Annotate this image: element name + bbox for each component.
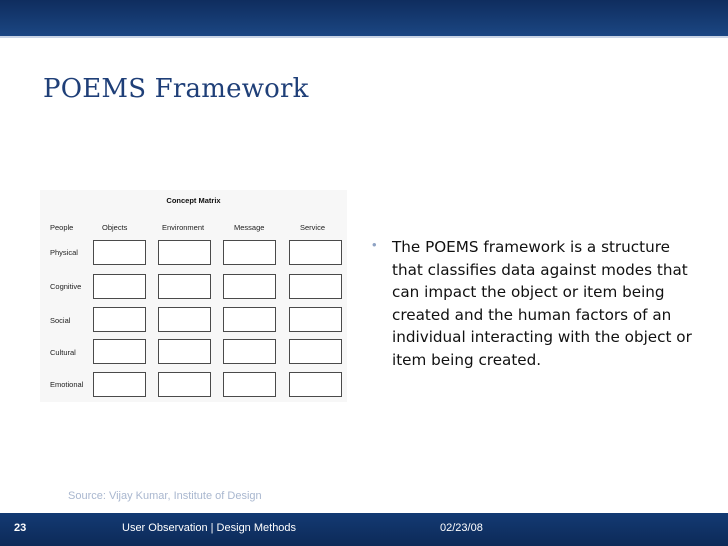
- bullet-text: The POEMS framework is a structure that classifies data against modes that can impact the object or item being created and the human factors of an individual interacting with the object or item being created.: [392, 238, 692, 369]
- matrix-cell: [289, 339, 342, 364]
- matrix-cell: [223, 339, 276, 364]
- bullet-list: [372, 236, 692, 371]
- matrix-cell: [93, 307, 146, 332]
- matrix-cell: [158, 274, 211, 299]
- matrix-column-header: Objects: [102, 223, 128, 232]
- footer-title: User Observation | Design Methods: [122, 522, 297, 534]
- matrix-cell: [93, 372, 146, 397]
- matrix-cell: [158, 339, 211, 364]
- bullet-marker-icon: •: [372, 237, 377, 252]
- matrix-cell: [93, 339, 146, 364]
- footer-date: 02/23/08: [440, 522, 483, 534]
- matrix-cell: [289, 274, 342, 299]
- matrix-cell: [158, 240, 211, 265]
- header-bar: [0, 0, 728, 36]
- matrix-column-header: Service: [300, 223, 326, 232]
- concept-matrix: [40, 190, 347, 402]
- matrix-cell: [289, 307, 342, 332]
- matrix-cell: [223, 307, 276, 332]
- bullet-item: [372, 236, 692, 371]
- matrix-column-header: Environment: [162, 223, 205, 232]
- matrix-cell: [289, 372, 342, 397]
- matrix-cell: [93, 274, 146, 299]
- matrix-cell: [158, 372, 211, 397]
- matrix-cell: [223, 240, 276, 265]
- matrix-row-header: Social: [50, 316, 71, 325]
- header-divider: [0, 36, 728, 38]
- matrix-cell: [223, 372, 276, 397]
- matrix-cell: [93, 240, 146, 265]
- matrix-row-header: Cognitive: [50, 282, 82, 291]
- matrix-cell: [158, 307, 211, 332]
- footer-bar: [0, 513, 728, 546]
- source-citation: Source: Vijay Kumar, Institute of Design: [68, 490, 262, 502]
- matrix-row-header: Physical: [50, 248, 78, 257]
- slide-title: POEMS Framework: [43, 74, 309, 104]
- matrix-cell: [289, 240, 342, 265]
- page-number: 23: [14, 522, 27, 534]
- matrix-title: Concept Matrix: [166, 196, 221, 205]
- matrix-row-header: Emotional: [50, 380, 84, 389]
- matrix-column-header: Message: [234, 223, 265, 232]
- matrix-corner-label: People: [50, 223, 74, 232]
- matrix-cell: [223, 274, 276, 299]
- matrix-row-header: Cultural: [50, 348, 76, 357]
